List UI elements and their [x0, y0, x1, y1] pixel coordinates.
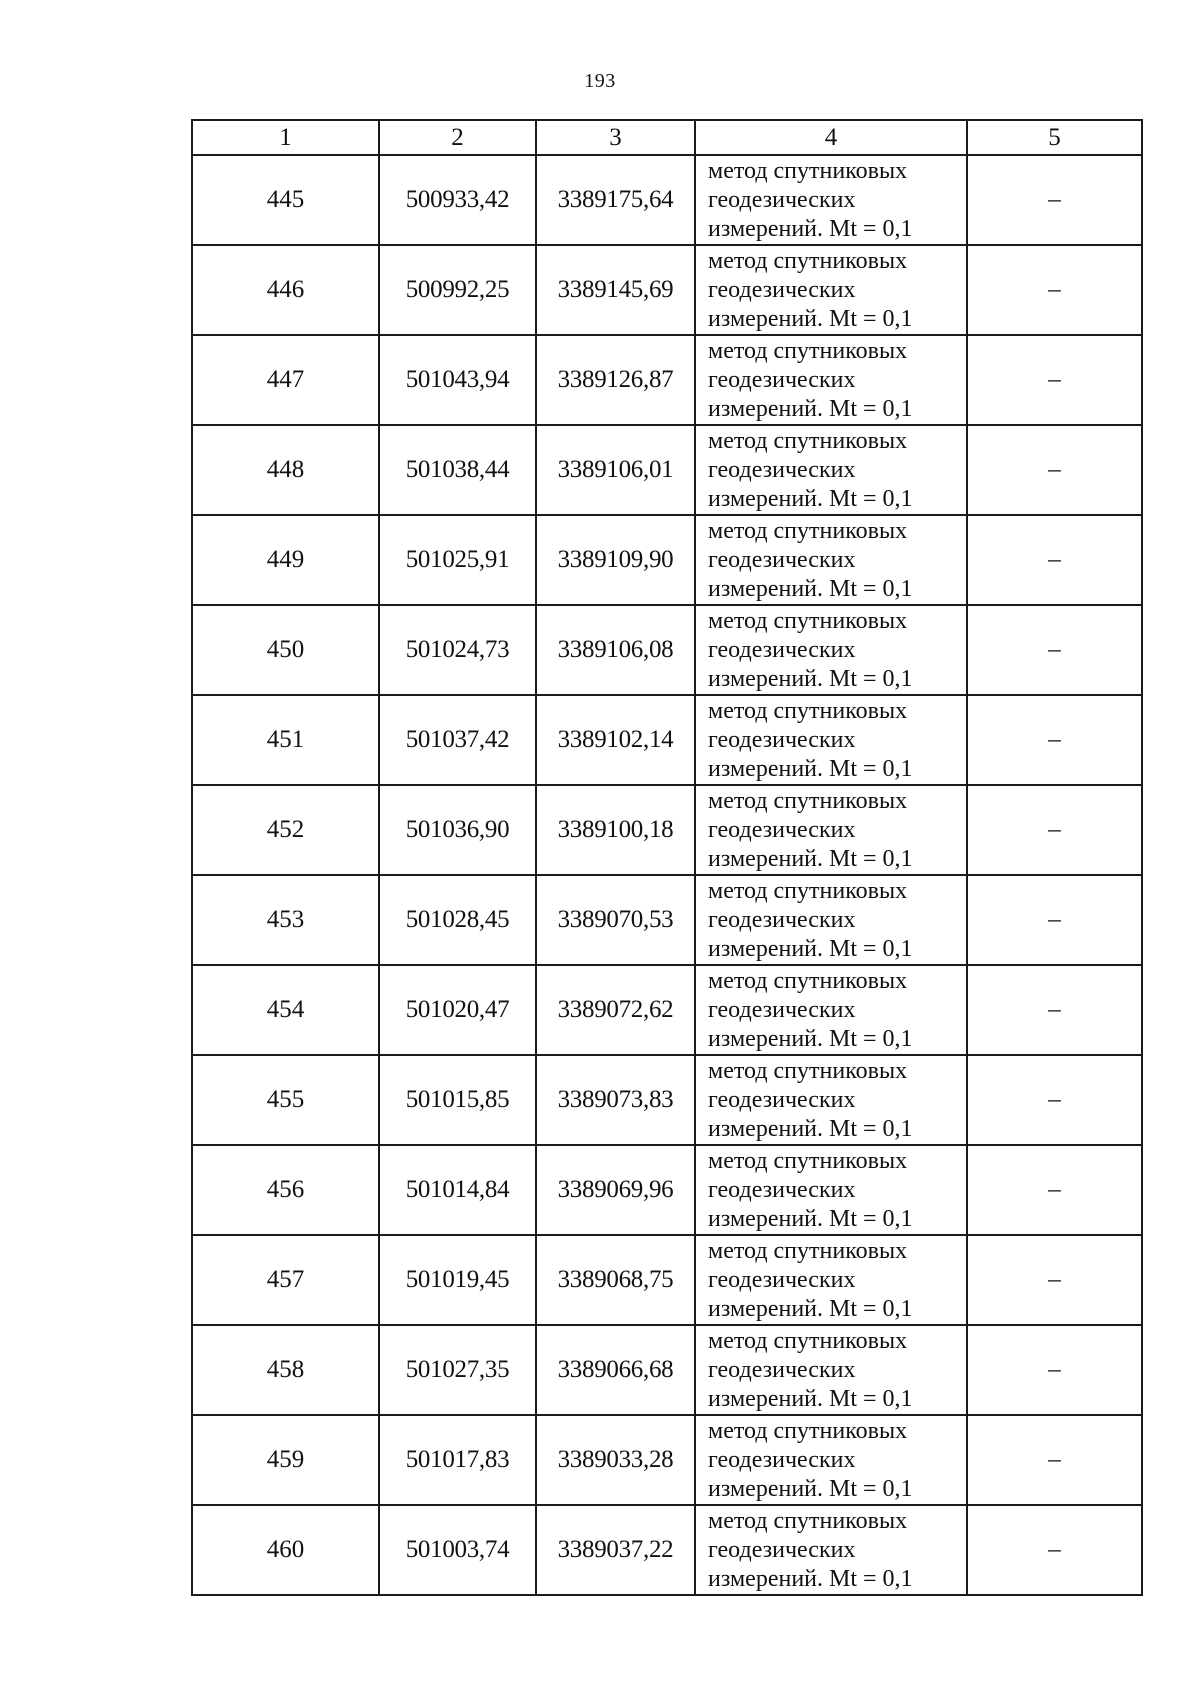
- point-number-cell: 455: [192, 1055, 379, 1145]
- note-cell: –: [967, 155, 1142, 245]
- table-header-row: [192, 120, 1142, 155]
- coordinate-y-cell: 3389068,75: [536, 1235, 695, 1325]
- column-header-5: 5: [967, 120, 1142, 155]
- coordinate-x-cell: 501025,91: [379, 515, 536, 605]
- table-row: [192, 515, 1142, 605]
- method-line: измерений. Mt = 0,1: [708, 485, 913, 512]
- point-number-cell: 448: [192, 425, 379, 515]
- note-cell: –: [967, 785, 1142, 875]
- method-line: метод спутниковых: [708, 877, 908, 904]
- note-cell: –: [967, 245, 1142, 335]
- point-number-cell: 459: [192, 1415, 379, 1505]
- coordinate-x-cell: 501028,45: [379, 875, 536, 965]
- method-cell: [695, 425, 967, 515]
- column-header-4: 4: [695, 120, 967, 155]
- method-line: геодезических: [708, 366, 856, 393]
- method-line: метод спутниковых: [708, 1057, 908, 1084]
- method-line: измерений. Mt = 0,1: [708, 395, 913, 422]
- column-header-2: 2: [379, 120, 536, 155]
- method-line: геодезических: [708, 546, 856, 573]
- method-cell: [695, 1145, 967, 1235]
- table-body: [192, 155, 1142, 1595]
- point-number-cell: 450: [192, 605, 379, 695]
- table-row: [192, 1055, 1142, 1145]
- coordinate-x-cell: 501015,85: [379, 1055, 536, 1145]
- method-line: измерений. Mt = 0,1: [708, 1385, 913, 1412]
- method-line: метод спутниковых: [708, 1237, 908, 1264]
- method-line: метод спутниковых: [708, 427, 908, 454]
- method-line: измерений. Mt = 0,1: [708, 575, 913, 602]
- method-line: метод спутниковых: [708, 157, 908, 184]
- coordinate-y-cell: 3389106,01: [536, 425, 695, 515]
- method-cell: [695, 1055, 967, 1145]
- point-number-cell: 454: [192, 965, 379, 1055]
- point-number-cell: 460: [192, 1505, 379, 1595]
- note-cell: –: [967, 425, 1142, 515]
- method-cell: [695, 335, 967, 425]
- table-row: [192, 1145, 1142, 1235]
- column-header-1: 1: [192, 120, 379, 155]
- method-cell: [695, 965, 967, 1055]
- method-line: геодезических: [708, 276, 856, 303]
- note-cell: –: [967, 1235, 1142, 1325]
- point-number-cell: 456: [192, 1145, 379, 1235]
- coordinate-y-cell: 3389066,68: [536, 1325, 695, 1415]
- method-line: геодезических: [708, 1176, 856, 1203]
- method-cell: [695, 1505, 967, 1595]
- method-line: измерений. Mt = 0,1: [708, 305, 913, 332]
- coordinate-y-cell: 3389109,90: [536, 515, 695, 605]
- coordinate-y-cell: 3389145,69: [536, 245, 695, 335]
- coordinate-x-cell: 501017,83: [379, 1415, 536, 1505]
- coordinate-x-cell: 501036,90: [379, 785, 536, 875]
- note-cell: –: [967, 1505, 1142, 1595]
- table-row: [192, 605, 1142, 695]
- method-line: измерений. Mt = 0,1: [708, 1295, 913, 1322]
- table-row: [192, 1325, 1142, 1415]
- method-line: метод спутниковых: [708, 1417, 908, 1444]
- note-cell: –: [967, 875, 1142, 965]
- coordinate-y-cell: 3389175,64: [536, 155, 695, 245]
- table-row: [192, 785, 1142, 875]
- table-row: [192, 155, 1142, 245]
- coordinate-x-cell: 501038,44: [379, 425, 536, 515]
- point-number-cell: 446: [192, 245, 379, 335]
- page-number: 193: [584, 70, 616, 92]
- method-cell: [695, 515, 967, 605]
- point-number-cell: 445: [192, 155, 379, 245]
- coordinate-y-cell: 3389070,53: [536, 875, 695, 965]
- method-line: измерений. Mt = 0,1: [708, 1475, 913, 1502]
- note-cell: –: [967, 1415, 1142, 1505]
- column-header-3: 3: [536, 120, 695, 155]
- method-line: измерений. Mt = 0,1: [708, 665, 913, 692]
- table-row: [192, 875, 1142, 965]
- method-cell: [695, 605, 967, 695]
- method-line: геодезических: [708, 1356, 856, 1383]
- coordinate-y-cell: 3389069,96: [536, 1145, 695, 1235]
- coordinate-x-cell: 500933,42: [379, 155, 536, 245]
- coordinates-table: [191, 119, 1143, 1596]
- table-row: [192, 245, 1142, 335]
- note-cell: –: [967, 335, 1142, 425]
- method-line: измерений. Mt = 0,1: [708, 1565, 913, 1592]
- table-row: [192, 965, 1142, 1055]
- coordinate-y-cell: 3389126,87: [536, 335, 695, 425]
- method-line: геодезических: [708, 906, 856, 933]
- coordinate-y-cell: 3389100,18: [536, 785, 695, 875]
- point-number-cell: 458: [192, 1325, 379, 1415]
- method-line: геодезических: [708, 1536, 856, 1563]
- coordinate-y-cell: 3389102,14: [536, 695, 695, 785]
- coordinate-x-cell: 501003,74: [379, 1505, 536, 1595]
- method-line: метод спутниковых: [708, 1327, 908, 1354]
- method-cell: [695, 875, 967, 965]
- coordinate-x-cell: 501019,45: [379, 1235, 536, 1325]
- method-line: измерений. Mt = 0,1: [708, 1025, 913, 1052]
- method-cell: [695, 695, 967, 785]
- table-row: [192, 425, 1142, 515]
- method-cell: [695, 1415, 967, 1505]
- coordinate-x-cell: 501024,73: [379, 605, 536, 695]
- table-row: [192, 1505, 1142, 1595]
- method-line: метод спутниковых: [708, 1507, 908, 1534]
- table-row: [192, 1415, 1142, 1505]
- method-line: геодезических: [708, 816, 856, 843]
- method-line: метод спутниковых: [708, 967, 908, 994]
- method-line: геодезических: [708, 636, 856, 663]
- method-cell: [695, 1235, 967, 1325]
- method-line: геодезических: [708, 186, 856, 213]
- method-line: метод спутниковых: [708, 337, 908, 364]
- coordinate-x-cell: 500992,25: [379, 245, 536, 335]
- note-cell: –: [967, 605, 1142, 695]
- note-cell: –: [967, 1145, 1142, 1235]
- table-row: [192, 695, 1142, 785]
- coordinate-y-cell: 3389033,28: [536, 1415, 695, 1505]
- point-number-cell: 457: [192, 1235, 379, 1325]
- table-row: [192, 1235, 1142, 1325]
- method-line: метод спутниковых: [708, 247, 908, 274]
- coordinate-y-cell: 3389072,62: [536, 965, 695, 1055]
- coordinate-x-cell: 501043,94: [379, 335, 536, 425]
- coordinate-y-cell: 3389037,22: [536, 1505, 695, 1595]
- method-line: метод спутниковых: [708, 607, 908, 634]
- method-cell: [695, 245, 967, 335]
- method-line: измерений. Mt = 0,1: [708, 935, 913, 962]
- point-number-cell: 452: [192, 785, 379, 875]
- method-line: геодезических: [708, 456, 856, 483]
- coordinate-x-cell: 501020,47: [379, 965, 536, 1055]
- method-line: метод спутниковых: [708, 787, 908, 814]
- note-cell: –: [967, 695, 1142, 785]
- method-line: геодезических: [708, 1086, 856, 1113]
- method-line: метод спутниковых: [708, 697, 908, 724]
- coordinate-y-cell: 3389106,08: [536, 605, 695, 695]
- method-line: геодезических: [708, 996, 856, 1023]
- coordinate-x-cell: 501014,84: [379, 1145, 536, 1235]
- method-line: измерений. Mt = 0,1: [708, 1115, 913, 1142]
- method-line: измерений. Mt = 0,1: [708, 755, 913, 782]
- method-line: измерений. Mt = 0,1: [708, 845, 913, 872]
- method-line: геодезических: [708, 726, 856, 753]
- method-line: метод спутниковых: [708, 517, 908, 544]
- method-cell: [695, 155, 967, 245]
- coordinate-x-cell: 501027,35: [379, 1325, 536, 1415]
- method-line: измерений. Mt = 0,1: [708, 215, 913, 242]
- table-row: [192, 335, 1142, 425]
- note-cell: –: [967, 1055, 1142, 1145]
- method-cell: [695, 1325, 967, 1415]
- method-cell: [695, 785, 967, 875]
- coordinate-y-cell: 3389073,83: [536, 1055, 695, 1145]
- point-number-cell: 447: [192, 335, 379, 425]
- coordinate-x-cell: 501037,42: [379, 695, 536, 785]
- note-cell: –: [967, 965, 1142, 1055]
- note-cell: –: [967, 1325, 1142, 1415]
- method-line: геодезических: [708, 1266, 856, 1293]
- point-number-cell: 451: [192, 695, 379, 785]
- method-line: геодезических: [708, 1446, 856, 1473]
- method-line: метод спутниковых: [708, 1147, 908, 1174]
- point-number-cell: 449: [192, 515, 379, 605]
- method-line: измерений. Mt = 0,1: [708, 1205, 913, 1232]
- point-number-cell: 453: [192, 875, 379, 965]
- note-cell: –: [967, 515, 1142, 605]
